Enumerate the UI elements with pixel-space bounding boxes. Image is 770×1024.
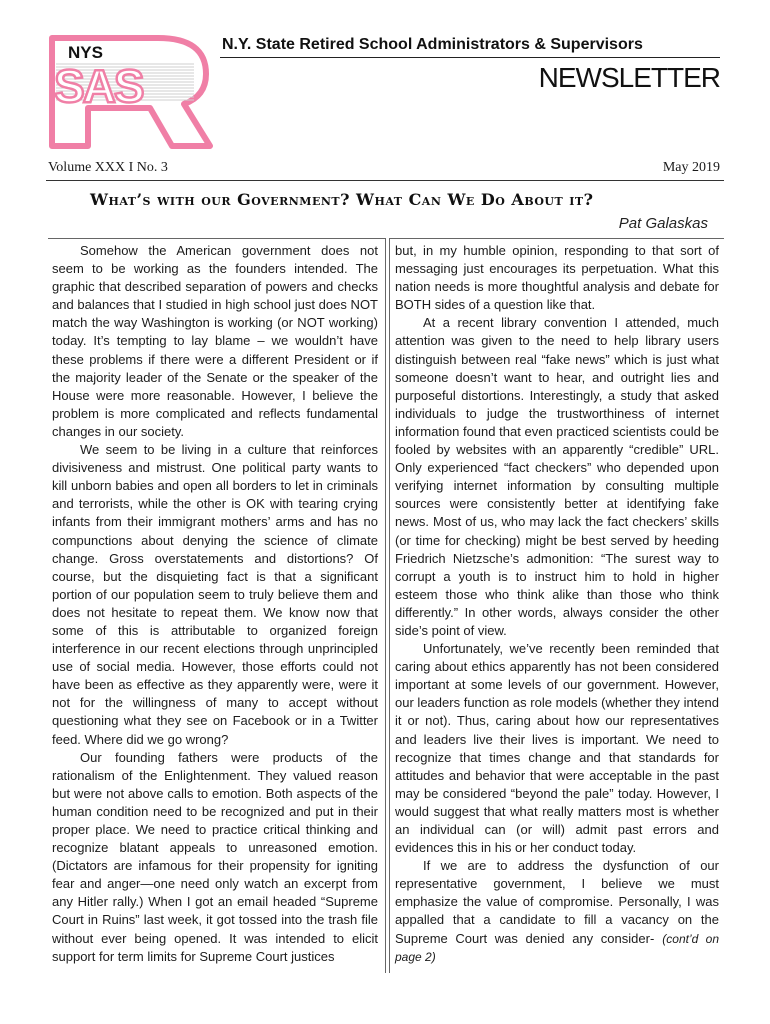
paragraph: Somehow the American government does not seem to be working as the founders intended. The graphic that described separation of powers and checks and balances that I studied in high school just does NOT match the way Washington is working (or NOT working) today. It’s tempting to lay blame – we wouldn’t have these problems if there were a different President or if the majority leader of the Senate or the speaker of the House were more reasonable. However, I believe the problem is more complicated and reflects fundamental changes in our society. (52, 243, 378, 439)
column1-right-rule (385, 238, 386, 973)
column2-left-rule (389, 238, 390, 973)
issue-date: May 2019 (662, 160, 720, 175)
article-title: What’s with our Government? What Can We Do About it? (90, 190, 594, 209)
paragraph: Our founding fathers were products of the rationalism of the Enlightenment. They valued reason but were not above calls to emotion. Both aspects of the human condition need to be recognized and put in their proper place. We need to practice critical thinking and recognize blatant appeals to unreasoned emotion. (Dictators are infamous for their propensity for igniting fear and anger—one need only watch an excerpt from any Hitler rally.) When I got an email headed “Supreme Court in Ruins” last week, it got tossed into the trash file without ever being opened. It was intended to elicit support for term limits for Supreme Court justices (52, 749, 378, 964)
paragraph: At a recent library convention I attended, much attention was given to the need to help library users distinguish between real “fake news” which is just what someone doesn’t want to hear, and outright lies and purposeful distortions. Interestingly, a study that asked individuals to judge the trustworthiness of internet information found that even practiced scientists could be fooled by websites with an apparently “credible” URL. Only experienced “fact checkers” who depended upon verifying internet information by consulting multiple sources were consistently better at identifying fake news. Most of us, who may lack the fact checkers’ skills (or time for checking) might be best served by heeding Friedrich Nietzsche’s admonition: “The surest way to corrupt a youth is to instruct him to hold in higher esteem those who think alike than those who think differently.” In other words, always consider the other side’s point of view. (395, 315, 719, 638)
article-author: Pat Galaskas (618, 215, 708, 232)
article-column-1 (52, 242, 378, 966)
column2-top-rule (389, 238, 724, 239)
logo-big-text: SAS (54, 60, 143, 112)
paragraph-last (395, 857, 719, 966)
paragraph: but, in my humble opinion, responding to that sort of messaging just encourages its perpetuation. What this nation needs is more thoughtful analysis and debate for BOTH sides of a question like that. (395, 243, 719, 313)
newsletter-title: NEWSLETTER (538, 62, 720, 93)
article-column-2 (395, 242, 719, 966)
paragraph: Unfortunately, we’ve recently been reminded that caring about ethics apparently has not been considered important at some levels of our government. However, our leaders function as role models (whether they intend it or not). Thus, caring about how our representatives and leaders live their lives is important. We need to recognize that times change and that standards for attitudes and behavior that were acceptable in the past may be considered “beyond the pale” today. However, I would suggest that what really matters most is whether an individual can (or will) admit past errors and evidences this in his or her conduct today. (395, 641, 719, 856)
masthead-divider (46, 180, 724, 181)
continued-note: (cont’d on page 2) (395, 931, 719, 964)
volume-number: Volume XXX I No. 3 (48, 160, 168, 175)
paragraph-text: If we are to address the dysfunction of our representative government, I believe we must emphasize the value of compromise. Personally, I was appalled that a candidate to fill a vacancy on the Supreme Court was denied any consider- (395, 858, 719, 946)
logo-small-text: NYS (68, 43, 103, 62)
header-divider (220, 57, 720, 58)
column1-top-rule (48, 238, 385, 239)
organization-name: N.Y. State Retired School Administrators & Supervisors (222, 36, 643, 53)
nys-sas-logo (46, 34, 214, 150)
paragraph: We seem to be living in a culture that reinforces divisiveness and mistrust. One political party wants to kill unborn babies and open all borders to let in criminals and terrorists, while the other is OK with tearing crying infants from their immigrant mothers’ arms and has no compunctions about denying the science of climate change. Gross overstatements and distortions? Of course, but the disquieting fact is that a significant portion of our population seem to truly believe them and does not hesitate to repeat them. We know now that some of this is attributable to organized foreign interference in our recent elections through unprincipled use of social media. However, those efforts could not have been as effective as they apparently were, were it not for the willingness of many to accept without questioning what they see on Facebook or in a Twitter feed. Where did we go wrong? (52, 442, 378, 747)
